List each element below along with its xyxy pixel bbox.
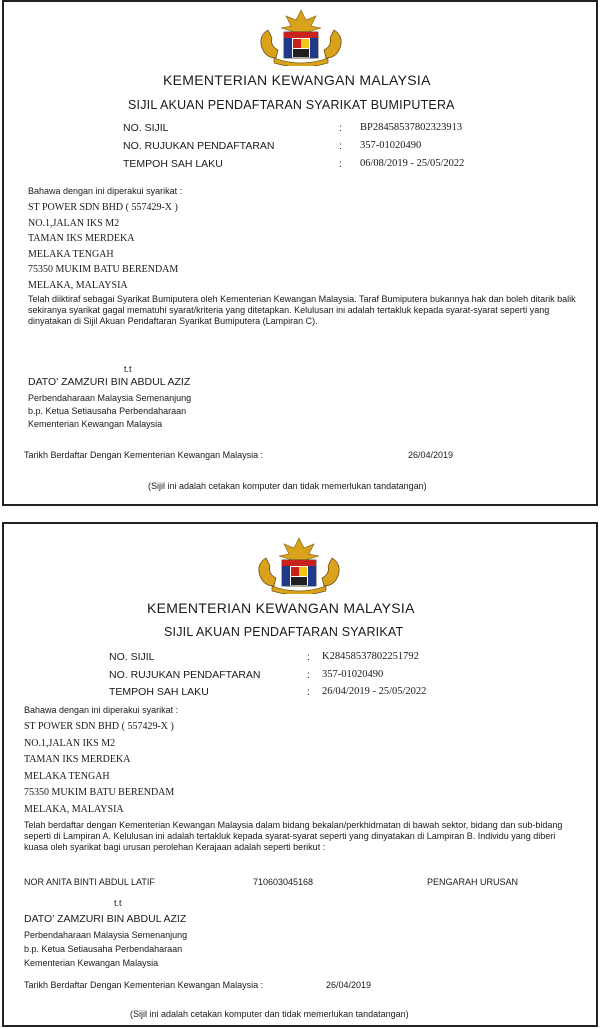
field-value-no-sijil: BP28458537802323913 (360, 122, 463, 133)
address-line: MELAKA TENGAH (28, 248, 114, 260)
registration-paragraph: Telah berdaftar dengan Kementerian Kewangan Malaysia dalam bidang bekalan/perkhidmatan di bawah sektor, bidang dan sub-bidang seperti di Lampiran A. Kelulusan ini adalah tertakluk kepada syarat-syarat seperti yang dinyatakan di Lampiran B. Individu yang diberi kuasa oleh syarikat bagi urusan perolehan Kerajaan adalah seperti berikut : (24, 820, 563, 852)
tt-mark: t.t (124, 364, 132, 374)
recognition-paragraph: Telah diiktiraf sebagai Syarikat Bumiputera oleh Kementerian Kewangan Malaysia. Taraf Bumiputera bukannya hak dan boleh ditarik balik sekiranya syarikat gagal mematuhi syarat/kriteria yang ditetapkan. Kelulusan ini adalah tertakluk kepada syarat-syarat seperti yang dinyatakan di Sijil Akuan Pendaftaran Syarikat Bumiputera (Lampiran C). (28, 294, 576, 326)
address-line: NO.1,JALAN IKS M2 (28, 217, 120, 229)
field-label-rujukan: NO. RUJUKAN PENDAFTARAN (109, 669, 261, 681)
signer-line: Perbendaharaan Malaysia Semenanjung (24, 930, 188, 940)
field-colon: : (307, 686, 310, 698)
address-line: MELAKA, MALAYSIA (28, 279, 128, 291)
malaysia-coat-of-arms-icon (244, 536, 354, 594)
address-line: 75350 MUKIM BATU BERENDAM (28, 264, 179, 275)
field-colon: : (339, 158, 342, 170)
field-value-tempoh: 06/08/2019 - 25/05/2022 (360, 158, 465, 169)
registered-label: Tarikh Berdaftar Dengan Kementerian Kewangan Malaysia : (24, 980, 264, 990)
field-value-tempoh: 26/04/2019 - 25/05/2022 (322, 686, 427, 697)
tt-mark: t.t (114, 898, 122, 908)
field-colon: : (307, 651, 310, 663)
registered-label: Tarikh Berdaftar Dengan Kementerian Kewangan Malaysia : (24, 450, 264, 460)
certificate-title: SIJIL AKUAN PENDAFTARAN SYARIKAT (164, 625, 404, 639)
signer-line: b.p. Ketua Setiausaha Perbendaharaan (24, 944, 183, 954)
field-value-no-sijil: K28458537802251792 (322, 651, 419, 662)
signer-name: DATO' ZAMZURI BIN ABDUL AZIZ (24, 913, 187, 925)
ministry-name: KEMENTERIAN KEWANGAN MALAYSIA (147, 600, 415, 616)
field-colon: : (307, 669, 310, 681)
field-label-no-sijil: NO. SIJIL (109, 651, 155, 663)
field-label-tempoh: TEMPOH SAH LAKU (123, 158, 223, 170)
address-line: NO.1,JALAN IKS M2 (24, 737, 116, 749)
signer-line: Kementerian Kewangan Malaysia (24, 958, 159, 968)
certificate-bumiputera (2, 0, 598, 506)
field-colon: : (339, 140, 342, 152)
signer-line: Kementerian Kewangan Malaysia (28, 419, 163, 429)
field-label-rujukan: NO. RUJUKAN PENDAFTARAN (123, 140, 275, 152)
ministry-name: KEMENTERIAN KEWANGAN MALAYSIA (163, 72, 431, 88)
company-address (24, 719, 174, 818)
address-line: MELAKA, MALAYSIA (24, 803, 124, 815)
field-label-no-sijil: NO. SIJIL (123, 122, 169, 134)
registered-date: 26/04/2019 (408, 450, 454, 460)
address-line: TAMAN IKS MERDEKA (28, 233, 135, 244)
authorized-role: PENGARAH URUSAN (427, 877, 519, 887)
signer-name: DATO' ZAMZURI BIN ABDUL AZIZ (28, 376, 191, 388)
field-value-rujukan: 357-01020490 (360, 140, 422, 151)
company-address (28, 200, 178, 293)
authorized-name: NOR ANITA BINTI ABDUL LATIF (24, 877, 155, 887)
field-value-rujukan: 357-01020490 (322, 669, 384, 680)
malaysia-coat-of-arms-icon (246, 8, 356, 66)
footnote: (Sijil ini adalah cetakan komputer dan tidak memerlukan tandatangan) (148, 481, 427, 491)
certificate-title: SIJIL AKUAN PENDAFTARAN SYARIKAT BUMIPUTERA (128, 98, 455, 112)
signer-line: Perbendaharaan Malaysia Semenanjung (28, 393, 192, 403)
intro-text: Bahawa dengan ini diperakui syarikat : (24, 705, 179, 715)
address-line: MELAKA TENGAH (24, 770, 110, 782)
address-line: ST POWER SDN BHD ( 557429-X ) (24, 721, 174, 732)
address-line: ST POWER SDN BHD ( 557429-X ) (28, 202, 178, 213)
footnote: (Sijil ini adalah cetakan komputer dan tidak memerlukan tandatangan) (130, 1009, 409, 1019)
authorized-ic: 710603045168 (253, 877, 314, 887)
certificate-registration (2, 522, 598, 1027)
address-line: 75350 MUKIM BATU BERENDAM (24, 787, 175, 798)
registered-date: 26/04/2019 (326, 980, 372, 990)
signer-line: b.p. Ketua Setiausaha Perbendaharaan (28, 406, 187, 416)
field-colon: : (339, 122, 342, 134)
field-label-tempoh: TEMPOH SAH LAKU (109, 686, 209, 698)
address-line: TAMAN IKS MERDEKA (24, 754, 131, 765)
intro-text: Bahawa dengan ini diperakui syarikat : (28, 186, 183, 196)
